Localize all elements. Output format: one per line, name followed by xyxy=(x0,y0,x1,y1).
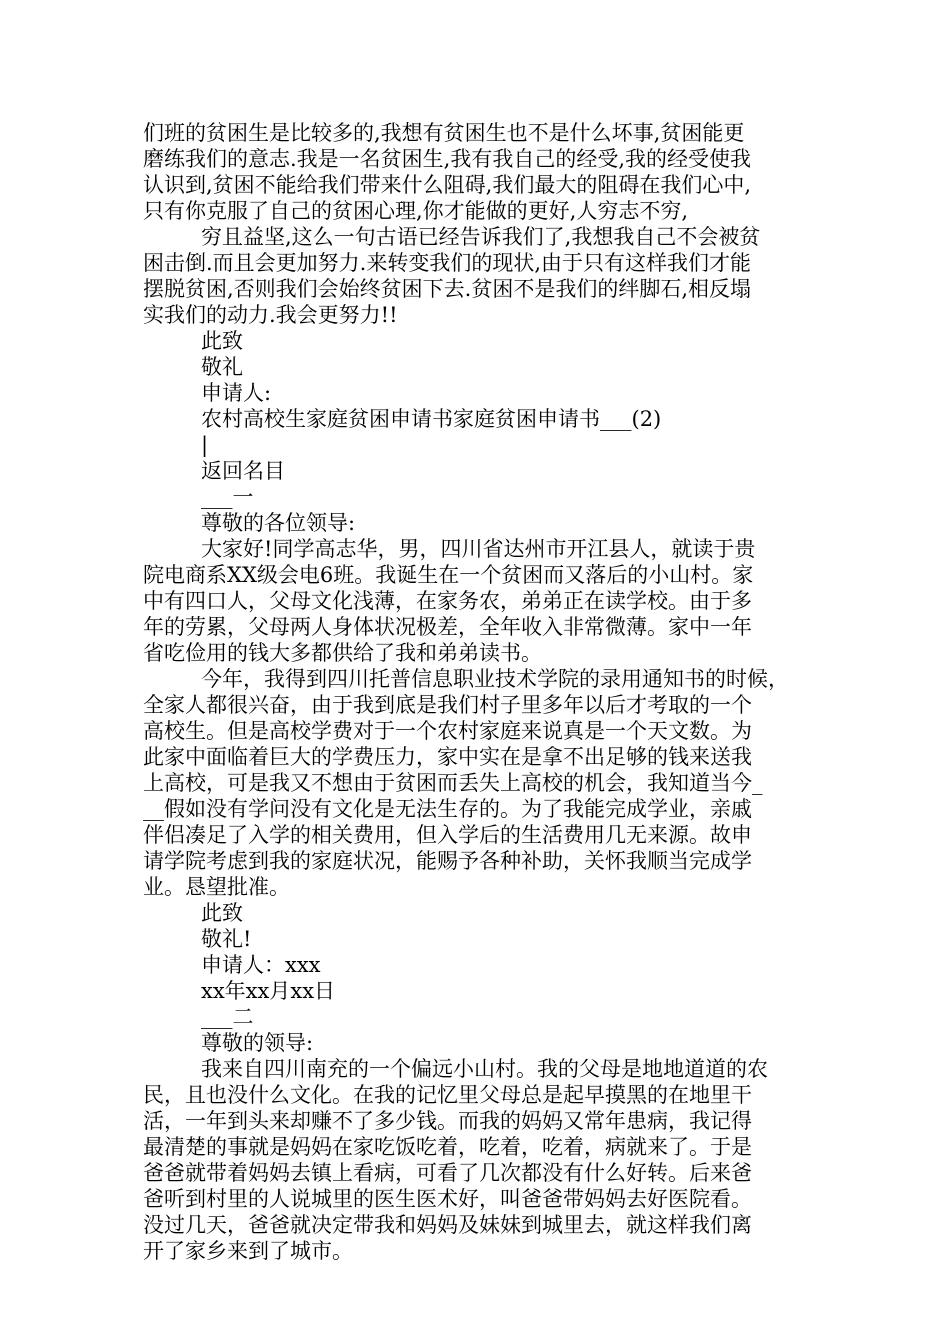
text-line: 认识到,贫困不能给我们带来什么阻碍,我们最大的阻碍在我们心中, xyxy=(143,173,752,197)
text-line: 此家中面临着巨大的学费压力，家中实在是拿不出足够的钱来送我 xyxy=(143,745,752,769)
text-line: 们班的贫困生是比较多的,我想有贫困生也不是什么坏事,贫困能更 xyxy=(143,121,745,145)
text-line: 摆脱贫困,否则我们会始终贫困下去.贫困不是我们的绊脚石,相反塌 xyxy=(143,277,752,301)
text-line: 农村高校生家庭贫困申请书家庭贫困申请书___(2) xyxy=(201,407,662,431)
text-line: 民，且也没什么文化。在我的记忆里父母总是起早摸黑的在地里干 xyxy=(143,1083,752,1107)
text-line: 申请人: xyxy=(201,381,272,405)
text-line: 只有你克服了自己的贫困心理,你才能做的更好,人穷志不穷, xyxy=(143,199,689,223)
text-line: 此致 xyxy=(201,329,243,353)
text-line: 尊敬的各位领导: xyxy=(201,511,356,535)
text-line: 爸听到村里的人说城里的医生医术好，叫爸爸带妈妈去好医院看。 xyxy=(143,1187,752,1211)
text-line: 中有四口人，父母文化浅薄，在家务农，弟弟正在读学校。由于多 xyxy=(143,589,752,613)
text-line: 磨练我们的意志.我是一名贫困生,我有我自己的经受,我的经受使我 xyxy=(143,147,752,171)
text-line: 省吃俭用的钱大多都供给了我和弟弟读书。 xyxy=(143,641,542,665)
text-line: 申请人：xxx xyxy=(201,953,321,977)
text-line: 开了家乡来到了城市。 xyxy=(143,1239,353,1263)
text-line: __假如没有学问没有文化是无法生存的。为了我能完成学业，亲戚 xyxy=(143,797,752,821)
text-line: ___二 xyxy=(201,1005,254,1029)
text-line: 请学院考虑到我的家庭状况，能赐予各种补助，关怀我顺当完成学 xyxy=(143,849,752,873)
text-line: ___一 xyxy=(201,485,254,509)
text-line: 全家人都很兴奋，由于我到底是我们村子里多年以后才考取的一个 xyxy=(143,693,752,717)
text-line: 年的劳累，父母两人身体状况极差，全年收入非常微薄。家中一年 xyxy=(143,615,752,639)
text-line: xx年xx月xx日 xyxy=(201,979,336,1003)
text-line: 我来自四川南充的一个偏远小山村。我的父母是地地道道的农 xyxy=(201,1057,768,1081)
document-body xyxy=(143,120,815,1264)
text-line: | xyxy=(201,433,209,457)
text-line: 敬礼! xyxy=(201,927,252,951)
text-line: 尊敬的领导: xyxy=(201,1031,314,1055)
text-line: 穷且益坚,这么一句古语已经告诉我们了,我想我自己不会被贫 xyxy=(201,225,761,249)
text-line: 上高校，可是我又不想由于贫困而丢失上高校的机会，我知道当今_ xyxy=(143,771,763,795)
text-line: 返回名目 xyxy=(201,459,285,483)
text-line: 敬礼 xyxy=(201,355,243,379)
text-line: 活，一年到头来却赚不了多少钱。而我的妈妈又常年患病，我记得 xyxy=(143,1109,752,1133)
text-line: 今年，我得到四川托普信息职业技术学院的录用通知书的时候， xyxy=(201,667,789,691)
text-line: 伴侣凑足了入学的相关费用，但入学后的生活费用几无来源。故申 xyxy=(143,823,752,847)
text-line: 实我们的动力.我会更努力!! xyxy=(143,303,398,327)
text-line: 高校生。但是高校学费对于一个农村家庭来说真是一个天文数。为 xyxy=(143,719,752,743)
text-line: 院电商系XX级会电6班。我诞生在一个贫困而又落后的小山村。家 xyxy=(143,563,754,587)
text-line: 此致 xyxy=(201,901,243,925)
text-line: 没过几天，爸爸就决定带我和妈妈及妹妹到城里去，就这样我们离 xyxy=(143,1213,752,1237)
text-line: 爸爸就带着妈妈去镇上看病，可看了几次都没有什么好转。后来爸 xyxy=(143,1161,752,1185)
text-line: 大家好!同学高志华，男，四川省达州市开江县人，就读于贵 xyxy=(201,537,756,561)
text-line: 业。恳望批准。 xyxy=(143,875,290,899)
text-line: 最清楚的事就是妈妈在家吃饭吃着，吃着，吃着，病就来了。于是 xyxy=(143,1135,752,1159)
text-line: 困击倒.而且会更加努力.来转变我们的现状,由于只有这样我们才能 xyxy=(143,251,752,275)
